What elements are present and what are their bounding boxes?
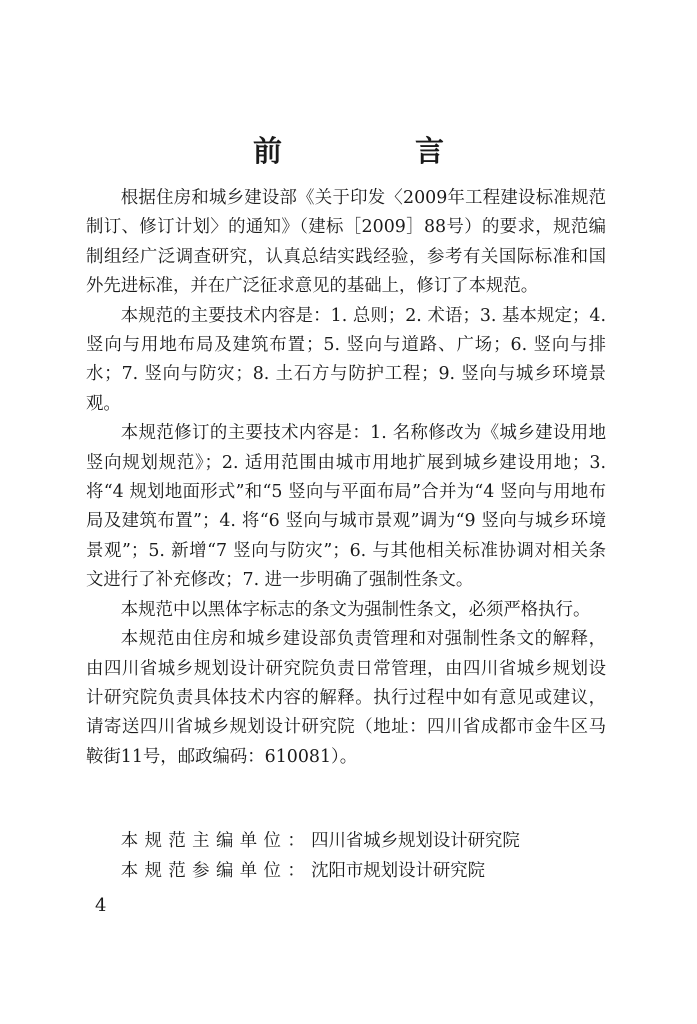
participating-value: 沈阳市规划设计研究院 [311, 860, 486, 881]
paragraph-revision-contents: 本规范修订的主要技术内容是：1. 名称修改为《城乡建设用地竖向规划规范》；2. 适用范围由城市用地扩展到城乡建设用地；3. 将“4 规划地面形式”和“5 竖向与平面布局”合并为“4 竖向与用地布局及建筑布置”；4. 将“6 竖向与城市景观”调为“9 竖向与城乡环境景观”；5. 新增“7 竖向与防灾”；6. 与其他相关标准协调对相关条文进行了补充修改；7. 进一步明确了强制性条文。 [86, 423, 606, 591]
preface-body [86, 184, 606, 772]
paragraph-mandatory-clauses: 本规范中以黑体字标志的条文为强制性条文，必须严格执行。 [120, 599, 591, 620]
chief-editor-unit [86, 827, 606, 857]
paragraph-basis: 根据住房和城乡建设部《关于印发〈2009年工程建设标准规范制订、修订计划〉的通知》（建标［2009］88号）的要求，规范编制组经广泛调查研究，认真总结实践经验，参考有关国际标准和国外先进标准，并在广泛征求意见的基础上，修订了本规范。 [86, 188, 606, 297]
chief-editor-value: 四川省城乡规划设计研究院 [311, 831, 520, 851]
paragraph-main-contents: 本规范的主要技术内容是：1. 总则；2. 术语；3. 基本规定；4. 竖向与用地布局及建筑布置；5. 竖向与道路、广场；6. 竖向与排水；7. 竖向与防灾；8. 土石方与防护工程；9. 竖向与城乡环境景观。 [86, 305, 606, 414]
drafting-units [86, 827, 606, 886]
page-number: 4 [95, 895, 107, 916]
participating-label: 本规范参编单位： [120, 860, 312, 881]
chief-editor-label: 本规范主编单位： [120, 831, 312, 851]
participating-unit [86, 857, 606, 887]
paragraph-management: 本规范由住房和城乡建设部负责管理和对强制性条文的解释，由四川省城乡规划设计研究院负责日常管理，由四川省城乡规划设计研究院负责具体技术内容的解释。执行过程中如有意见或建议，请寄送四川省城乡规划设计研究院（地址：四川省成都市金牛区马鞍街11号，邮政编码：610081）。 [86, 629, 606, 767]
page-title: 前 言 [252, 134, 496, 169]
